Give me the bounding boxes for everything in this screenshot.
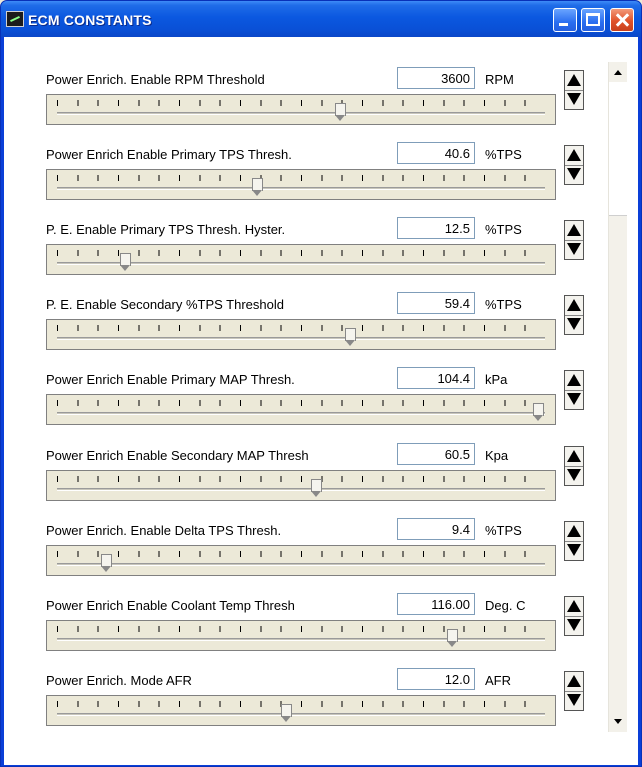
spin-down-arrow-icon[interactable] [565, 240, 583, 259]
value-spinner[interactable] [564, 295, 584, 335]
slider-track [57, 563, 545, 566]
constant-unit: %TPS [485, 522, 522, 538]
spin-down-arrow-icon[interactable] [565, 90, 583, 109]
constant-label: P. E. Enable Secondary %TPS Threshold [46, 297, 284, 313]
slider-ticks [57, 325, 545, 331]
app-icon[interactable] [6, 11, 24, 27]
close-button[interactable] [610, 8, 634, 32]
spin-down-arrow-icon[interactable] [565, 616, 583, 635]
spin-down-arrow-icon[interactable] [565, 691, 583, 710]
scrollbar-thumb[interactable] [609, 82, 627, 216]
slider-track [57, 112, 545, 115]
slider-ticks [57, 701, 545, 707]
constant-row [4, 289, 604, 364]
value-spinner[interactable] [564, 220, 584, 260]
slider-thumb[interactable] [335, 103, 346, 122]
slider-thumb[interactable] [252, 178, 263, 197]
value-slider[interactable] [46, 545, 556, 576]
value-slider[interactable] [46, 319, 556, 350]
value-slider[interactable] [46, 394, 556, 425]
constant-value-field[interactable]: 3600 [397, 67, 475, 89]
constant-row [4, 214, 604, 289]
window-title: ECM CONSTANTS [28, 12, 152, 28]
spin-up-arrow-icon[interactable] [565, 447, 583, 467]
value-slider[interactable] [46, 695, 556, 726]
scroll-up-button[interactable] [609, 64, 627, 81]
value-spinner[interactable] [564, 145, 584, 185]
constant-label: Power Enrich Enable Primary MAP Thresh. [46, 372, 295, 388]
title-bar[interactable] [1, 1, 641, 37]
spin-up-arrow-icon[interactable] [565, 371, 583, 391]
constant-unit: RPM [485, 72, 514, 87]
spin-up-arrow-icon[interactable] [565, 146, 583, 166]
constant-label: Power Enrich. Mode AFR [46, 672, 192, 688]
slider-ticks [57, 626, 545, 632]
slider-thumb[interactable] [120, 253, 131, 272]
slider-ticks [57, 400, 545, 406]
spin-up-arrow-icon[interactable] [565, 221, 583, 241]
constant-unit: Deg. C [485, 597, 526, 613]
slider-track [57, 412, 545, 415]
slider-track [57, 713, 545, 716]
constant-value-field[interactable]: 59.4 [397, 292, 475, 314]
constant-row [4, 364, 604, 439]
constant-value-field[interactable]: 12.5 [397, 217, 475, 239]
constant-value-field[interactable]: 116.00 [397, 593, 475, 615]
constant-value-field[interactable]: 40.6 [397, 142, 475, 164]
slider-thumb[interactable] [101, 554, 112, 573]
spin-down-arrow-icon[interactable] [565, 466, 583, 485]
spin-up-arrow-icon[interactable] [565, 522, 583, 542]
spin-up-arrow-icon[interactable] [565, 597, 583, 617]
spin-up-arrow-icon[interactable] [565, 296, 583, 316]
constant-unit: %TPS [485, 147, 522, 163]
maximize-button[interactable] [581, 8, 605, 32]
slider-ticks [57, 476, 545, 482]
vertical-scrollbar[interactable] [608, 62, 627, 732]
constant-unit: %TPS [485, 222, 522, 238]
slider-track [57, 488, 545, 491]
value-spinner[interactable] [564, 521, 584, 561]
constant-label: P. E. Enable Primary TPS Thresh. Hyster. [46, 222, 286, 238]
constant-label: Power Enrich. Enable RPM Threshold [46, 72, 265, 87]
spin-up-arrow-icon[interactable] [565, 672, 583, 692]
slider-ticks [57, 551, 545, 557]
constants-panel [4, 37, 638, 765]
constant-row [4, 590, 604, 665]
constant-row [4, 440, 604, 515]
value-slider[interactable] [46, 470, 556, 501]
scroll-down-button[interactable] [609, 713, 627, 730]
value-slider[interactable] [46, 620, 556, 651]
constant-label: Power Enrich. Enable Delta TPS Thresh. [46, 522, 282, 538]
slider-track [57, 638, 545, 641]
slider-track [57, 187, 545, 190]
slider-track [57, 337, 545, 340]
value-spinner[interactable] [564, 70, 584, 110]
spin-up-arrow-icon[interactable] [565, 71, 583, 91]
constant-unit: %TPS [485, 297, 522, 313]
slider-thumb[interactable] [281, 704, 292, 723]
slider-thumb[interactable] [447, 629, 458, 648]
slider-thumb[interactable] [345, 328, 356, 347]
slider-thumb[interactable] [311, 479, 322, 498]
value-slider[interactable] [46, 244, 556, 275]
constant-unit: kPa [485, 372, 508, 388]
constant-row [4, 665, 604, 740]
value-spinner[interactable] [564, 671, 584, 711]
slider-thumb[interactable] [533, 403, 544, 422]
constant-row [4, 64, 604, 139]
constant-value-field[interactable]: 104.4 [397, 367, 475, 389]
constant-row [4, 139, 604, 214]
minimize-button[interactable] [553, 8, 577, 32]
constant-value-field[interactable]: 60.5 [397, 443, 475, 465]
constant-row [4, 515, 604, 590]
spin-down-arrow-icon[interactable] [565, 390, 583, 409]
constant-label: Power Enrich Enable Coolant Temp Thresh [46, 597, 295, 613]
constant-unit: Kpa [485, 447, 509, 463]
constant-unit: AFR [485, 672, 511, 688]
value-slider[interactable] [46, 94, 556, 125]
value-spinner[interactable] [564, 446, 584, 486]
spin-down-arrow-icon[interactable] [565, 541, 583, 560]
constant-label: Power Enrich Enable Secondary MAP Thresh [46, 447, 309, 463]
value-spinner[interactable] [564, 596, 584, 636]
spin-down-arrow-icon[interactable] [565, 315, 583, 334]
constant-value-field[interactable]: 12.0 [397, 668, 475, 690]
constant-value-field[interactable]: 9.4 [397, 518, 475, 540]
slider-ticks [57, 100, 545, 106]
value-slider[interactable] [46, 169, 556, 200]
constant-label: Power Enrich Enable Primary TPS Thresh. [46, 147, 292, 163]
spin-down-arrow-icon[interactable] [565, 165, 583, 184]
value-spinner[interactable] [564, 370, 584, 410]
slider-ticks [57, 175, 545, 181]
